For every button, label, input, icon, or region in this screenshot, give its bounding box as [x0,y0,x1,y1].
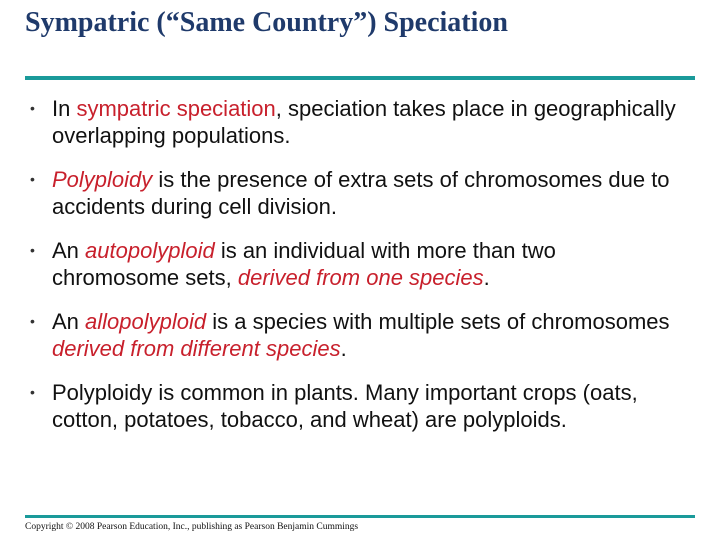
bullet-text-prefix: An [52,238,86,263]
bullet-text-prefix: An [52,309,86,334]
bullet-text-end: . [483,265,490,290]
term-autopolyploid: autopolyploid [85,238,215,263]
bullet-icon: • [30,313,35,329]
slide-title: Sympatric (“Same Country”) Speciation [25,7,508,38]
bullet-text: , speciation takes place in geographically overlapping populations. [52,96,676,148]
bullet-icon: • [30,171,35,187]
bullet-text: is an individual with more than two chromosome sets, [52,238,556,290]
bullet-text: is the presence of extra sets of chromosomes due to accidents during cell division. [52,167,670,219]
term-polyploidy: Polyploidy [52,167,153,192]
bullet-text: is a species with multiple sets of chromosomes [206,309,670,334]
footer-divider [25,515,695,518]
bullet-text: Polyploidy is common in plants. Many important crops (oats, cotton, potatoes, tobacco, and wheat) are polyploids. [52,380,638,432]
bullet-icon: • [30,242,35,258]
title-divider [25,76,695,80]
copyright-notice: Copyright © 2008 Pearson Education, Inc., publishing as Pearson Benjamin Cummings [25,522,359,532]
bullet-sympatric-speciation [25,95,685,149]
bullet-text-prefix: In [52,96,77,121]
term-sympatric-speciation: sympatric speciation [76,96,276,121]
bullet-allopolyploid [25,308,685,362]
bullet-icon: • [30,384,35,400]
bullet-text-end: . [340,336,347,361]
bullet-list [25,95,685,450]
term-allopolyploid: allopolyploid [85,309,207,334]
bullet-autopolyploid [25,237,685,291]
emphasis-one-species: derived from one species [237,265,484,290]
bullet-icon: • [30,100,35,116]
bullet-polyploidy [25,166,685,220]
bullet-polyploidy-in-plants [25,379,685,433]
emphasis-different-species: derived from different species [52,336,341,361]
